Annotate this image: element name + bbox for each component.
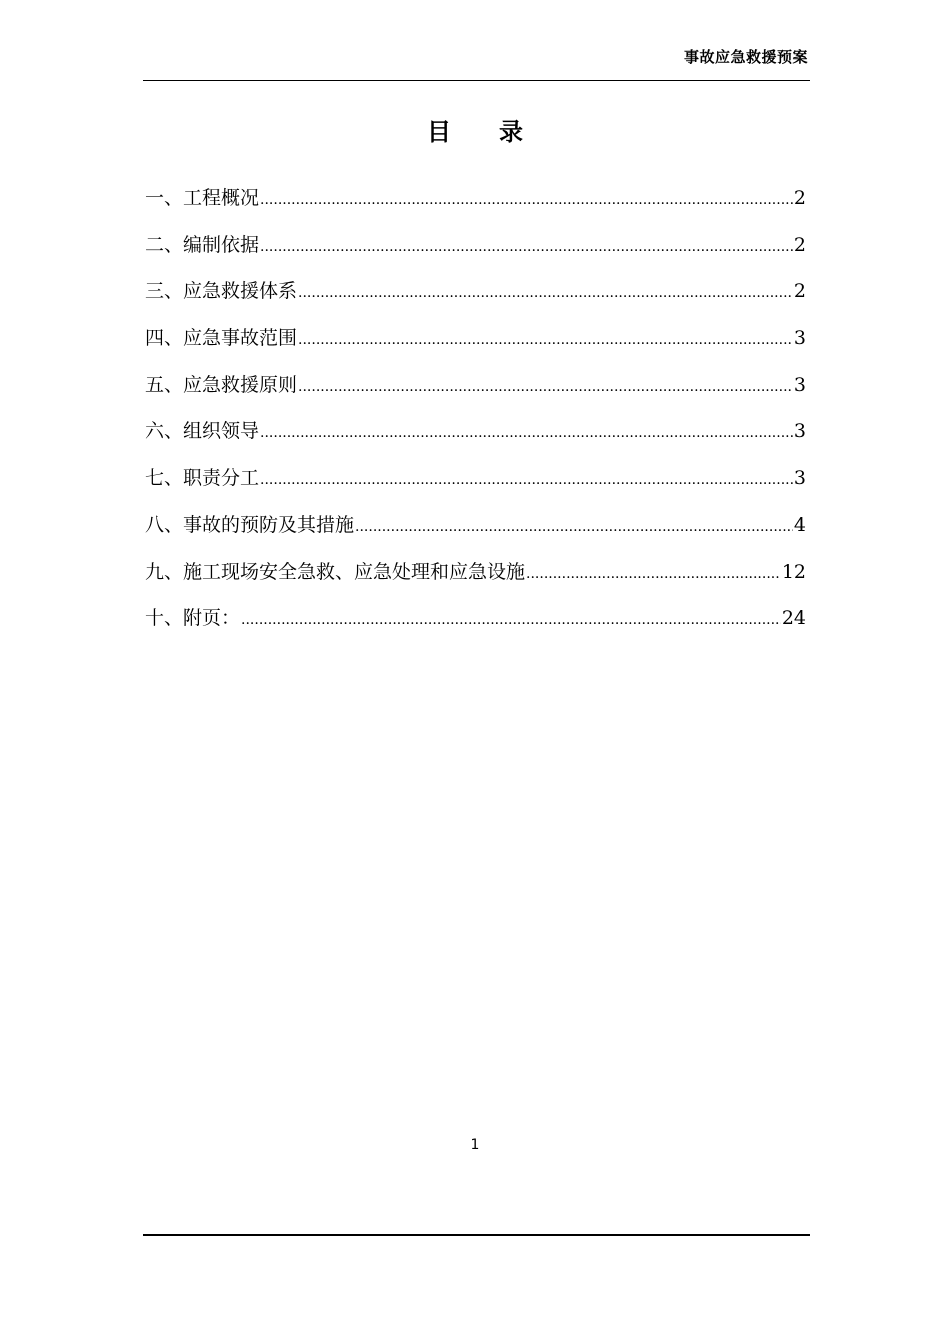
toc-entry-6[interactable] [145,411,806,458]
toc-entry-10[interactable] [145,598,806,645]
toc-dot-leader [355,507,793,547]
toc-entry-label: 六、组织领导 [145,420,260,443]
toc-entry-8[interactable] [145,505,806,552]
toc-entry-page: 2 [793,233,806,256]
toc-entry-page: 12 [781,560,806,583]
toc-entry-1[interactable] [145,178,806,225]
toc-entry-7[interactable] [145,458,806,505]
toc-entry-label: 八、事故的预防及其措施 [145,513,355,536]
toc-entry-2[interactable] [145,225,806,272]
toc-entry-page: 3 [793,467,806,490]
toc-dot-leader [260,180,793,220]
toc-entry-label: 三、应急救援体系 [145,280,298,303]
toc-entry-4[interactable] [145,318,806,365]
toc-dot-leader [298,367,793,407]
toc-entry-label: 七、职责分工 [145,467,260,490]
toc-entry-label: 五、应急救援原则 [145,373,298,396]
document-header-title: 事故应急救援预案 [683,48,808,66]
toc-entry-label: 九、施工现场安全急救、应急处理和应急设施 [145,560,526,583]
toc-entry-page: 4 [793,513,806,536]
page-number: 1 [470,1137,480,1153]
toc-dot-leader [298,320,793,360]
toc-entry-page: 3 [793,373,806,396]
toc-heading: 目 录 [427,118,523,146]
toc-dot-leader [241,600,781,640]
toc-entry-page: 2 [793,187,806,209]
toc-entry-label: 一、工程概况 [145,187,260,209]
toc-entry-3[interactable] [145,271,806,318]
toc-entry-page: 3 [793,327,806,350]
table-of-contents [145,178,806,645]
header-divider [143,80,810,81]
toc-dot-leader [298,273,793,313]
toc-entry-label: 十、附页： [145,607,241,630]
toc-entry-label: 二、编制依据 [145,233,260,256]
toc-dot-leader [260,227,793,267]
toc-entry-page: 2 [793,280,806,303]
toc-entry-label: 四、应急事故范围 [145,327,298,350]
toc-entry-page: 3 [793,420,806,443]
toc-entry-5[interactable] [145,365,806,412]
toc-dot-leader [526,554,781,594]
toc-dot-leader [260,413,793,453]
footer-divider [143,1234,810,1236]
toc-entry-9[interactable] [145,552,806,599]
toc-entry-page: 24 [781,607,806,630]
toc-dot-leader [260,460,793,500]
